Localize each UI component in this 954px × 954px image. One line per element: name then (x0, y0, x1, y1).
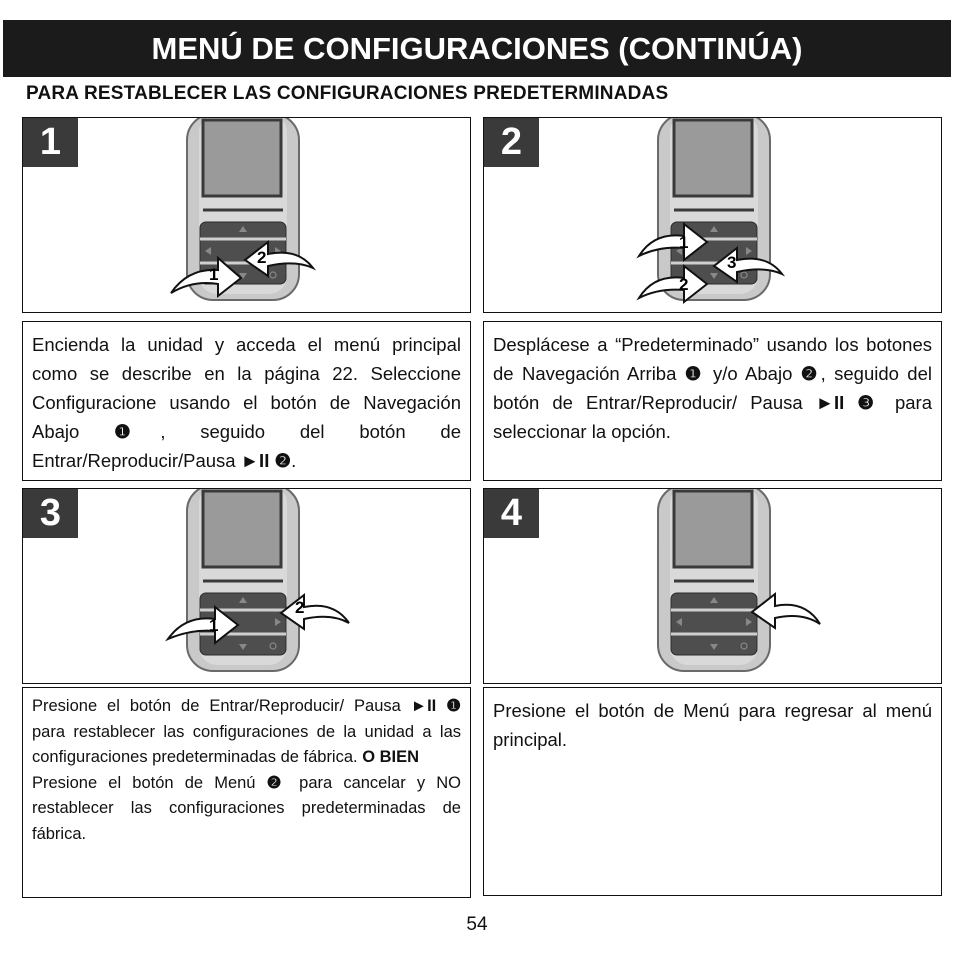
callout-3: 3 (727, 253, 737, 272)
step-3-text-b: para restablecer las configuraciones de la unidad a las configuraciones predeterminadas de fábrica. (32, 722, 461, 766)
circled-one-icon: ❶ (114, 421, 161, 442)
page-title: MENÚ DE CONFIGURACIONES (CONTINÚA) (151, 30, 803, 66)
step-4-text (483, 687, 942, 896)
page-number: 54 (466, 914, 488, 935)
step-2-number: 2 (484, 118, 539, 167)
step-2-text-d: para seleccionar la opción. (493, 392, 932, 442)
step-1-text-b: , seguido del botón de Entrar/Reproducir/Pausa (32, 421, 461, 471)
circled-two-icon: ❷ (800, 363, 821, 384)
step-2-arrows (484, 118, 942, 313)
callout-2: 2 (679, 275, 689, 294)
or-label: O BIEN (362, 748, 420, 766)
step-2-text-b: y/o Abajo (704, 363, 801, 384)
play-pause-icon: ►II (815, 392, 845, 413)
step-1-illustration (22, 117, 471, 313)
play-pause-icon: ►II (410, 697, 437, 715)
callout-1: 1 (209, 265, 219, 284)
circled-one-icon: ❶ (684, 363, 705, 384)
step-3-text-a: Presione el botón de Entrar/Reproducir/ Pausa (32, 697, 411, 715)
step-3-text (22, 687, 471, 898)
step-3-illustration (22, 488, 471, 684)
circled-two-icon: ❷ (266, 773, 288, 792)
step-1-number: 1 (23, 118, 78, 167)
page-header (3, 20, 951, 77)
step-1-text-c: . (291, 450, 297, 471)
step-4-number: 4 (484, 489, 539, 538)
step-2-text (483, 321, 942, 481)
step-2-text-a: Desplácese a “Predeterminado” usando los botones de Navegación Arriba (493, 334, 932, 384)
step-3-arrows (23, 489, 471, 684)
callout-1: 1 (209, 616, 219, 635)
step-1-arrows (23, 118, 471, 313)
play-pause-icon: ►II (240, 450, 270, 471)
circled-three-icon: ❸ (857, 392, 882, 413)
step-3-text-d: para cancelar y NO restablecer las configuraciones predeterminadas de fábrica. (32, 773, 461, 843)
step-1-text-a: Encienda la unidad y acceda el menú principal como se describe en la página 22. Seleccione Configuracione usando el botón de Navegación Abajo (32, 334, 461, 442)
step-2-illustration (483, 117, 942, 313)
section-title: PARA RESTABLECER LAS CONFIGURACIONES PREDETERMINADAS (26, 83, 669, 104)
step-4-arrows (484, 489, 942, 684)
circled-two-icon: ❷ (274, 450, 292, 471)
step-1-text (22, 321, 471, 481)
callout-2: 2 (257, 248, 267, 267)
circled-one-icon: ❶ (446, 697, 461, 715)
step-3-text-c: Presione el botón de Menú (32, 773, 267, 792)
step-2-text-c: , seguido del botón de Entrar/Reproducir/ Pausa (493, 363, 932, 413)
callout-1: 1 (679, 233, 689, 252)
step-4-illustration (483, 488, 942, 684)
step-4-text-a: Presione el botón de Menú para regresar al menú principal. (493, 700, 932, 750)
callout-2: 2 (295, 598, 305, 617)
step-3-number: 3 (23, 489, 78, 538)
